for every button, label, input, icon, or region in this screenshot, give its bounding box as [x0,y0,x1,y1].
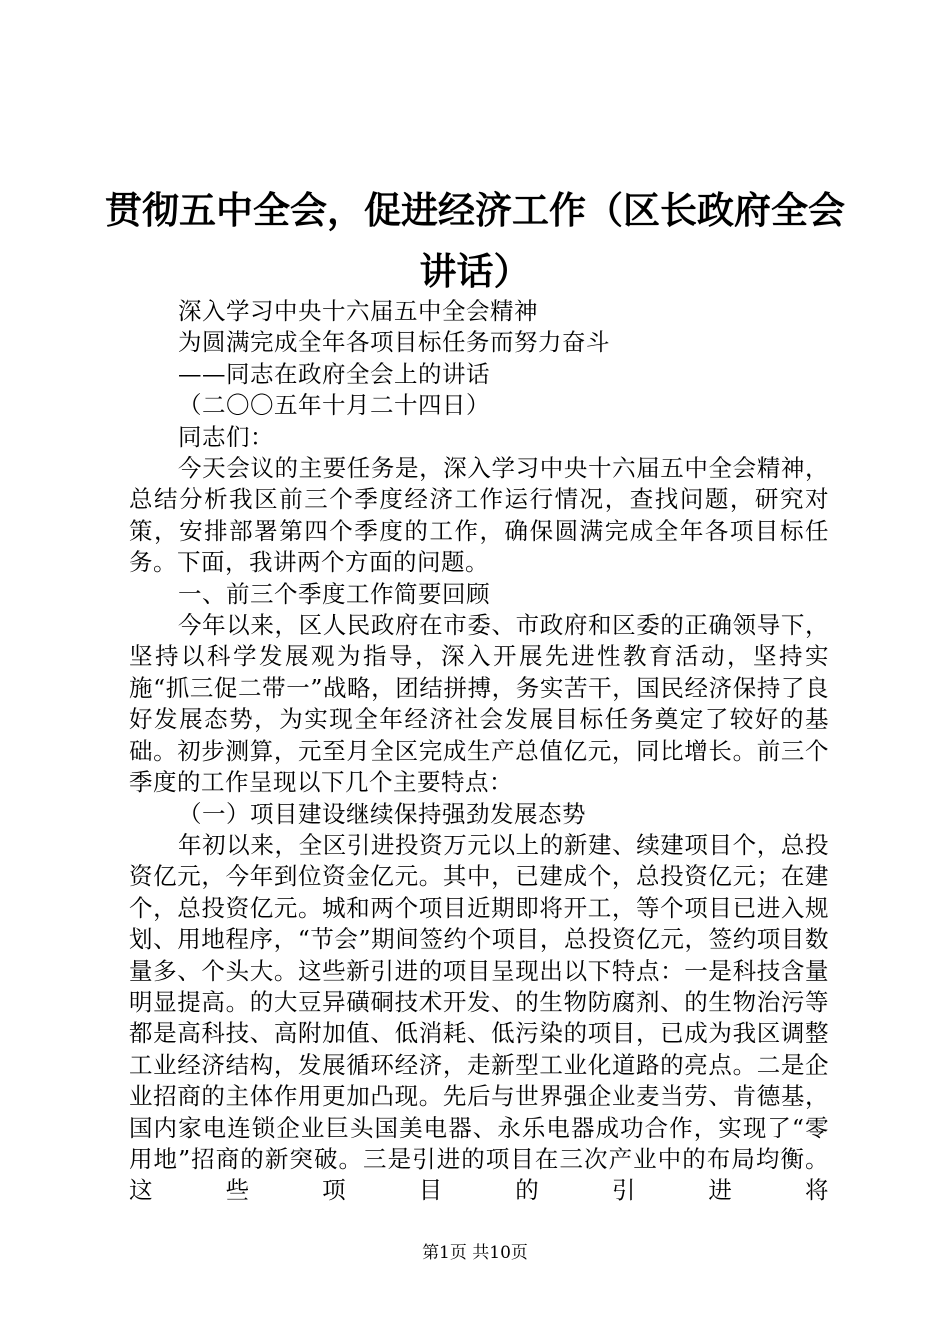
salutation: 同志们： [178,422,274,451]
section-heading: 一、前三个季度工作简要回顾 [178,579,490,608]
body-paragraph: 今天会议的主要任务是，深入学习中央十六届五中全会精神，总结分析我区前三个季度经济工作运行情况，查找问题，研究对策，安排部署第四个季度的工作，确保圆满完成全年各项目标任务。下面，我讲两个方面的问题。 [129,454,829,577]
subtitle-line-1: 深入学习中央十六届五中全会精神 [178,297,538,325]
body-paragraph: 年初以来，全区引进投资万元以上的新建、续建项目个，总投资亿元，今年到位资金亿元。其中，已建成个，总投资亿元；在建个，总投资亿元。城和两个项目近期即将开工，等个项目已进入规划、用地程序，“节会”期间签约个项目，总投资亿元，签约项目数量多、个头大。这些新引进的项目呈现出以下特点：一是科技含量明显提高。的大豆异磺硐技术开发、的生物防腐剂、的生物治污等都是高科技、高附加值、低消耗、低污染的项目，已成为我区调整工业经济结构，发展循环经济，走新型工业化道路的亮点。二是企业招商的主体作用更加凸现。先后与世界强企业麦当劳、肯德基，国内家电连锁企业巨头国美电器、永乐电器成功合作，实现了“零用地”招商的新突破。三是引进的项目在三次产业中的布局均衡。这些项目的引进将 [129,830,829,1205]
document-title-line-2: 讲话） [419,249,531,293]
date-line: （二〇〇五年十月二十四日） [178,391,490,420]
subtitle-line-2: 为圆满完成全年各项目标任务而努力奋斗 [178,328,610,357]
body-paragraph: 今年以来，区人民政府在市委、市政府和区委的正确领导下，坚持以科学发展观为指导，深入开展先进性教育活动，坚持实施“抓三促二带一”战略，团结拼搏，务实苦干，国民经济保持了良好发展态势，为实现全年经济社会发展目标任务奠定了较好的基础。初步测算，元至月全区完成生产总值亿元，同比增长。前三个季度的工作呈现以下几个主要特点： [129,611,829,797]
page-footer: 第1页 共10页 [422,1243,528,1263]
document-title-line-1: 贯彻五中全会，促进经济工作（区长政府全会 [105,188,845,232]
speaker-line: ——同志在政府全会上的讲话 [178,359,490,388]
document-body [129,296,829,1207]
subsection-heading: （一）项目建设继续保持强劲发展态势 [178,799,586,828]
